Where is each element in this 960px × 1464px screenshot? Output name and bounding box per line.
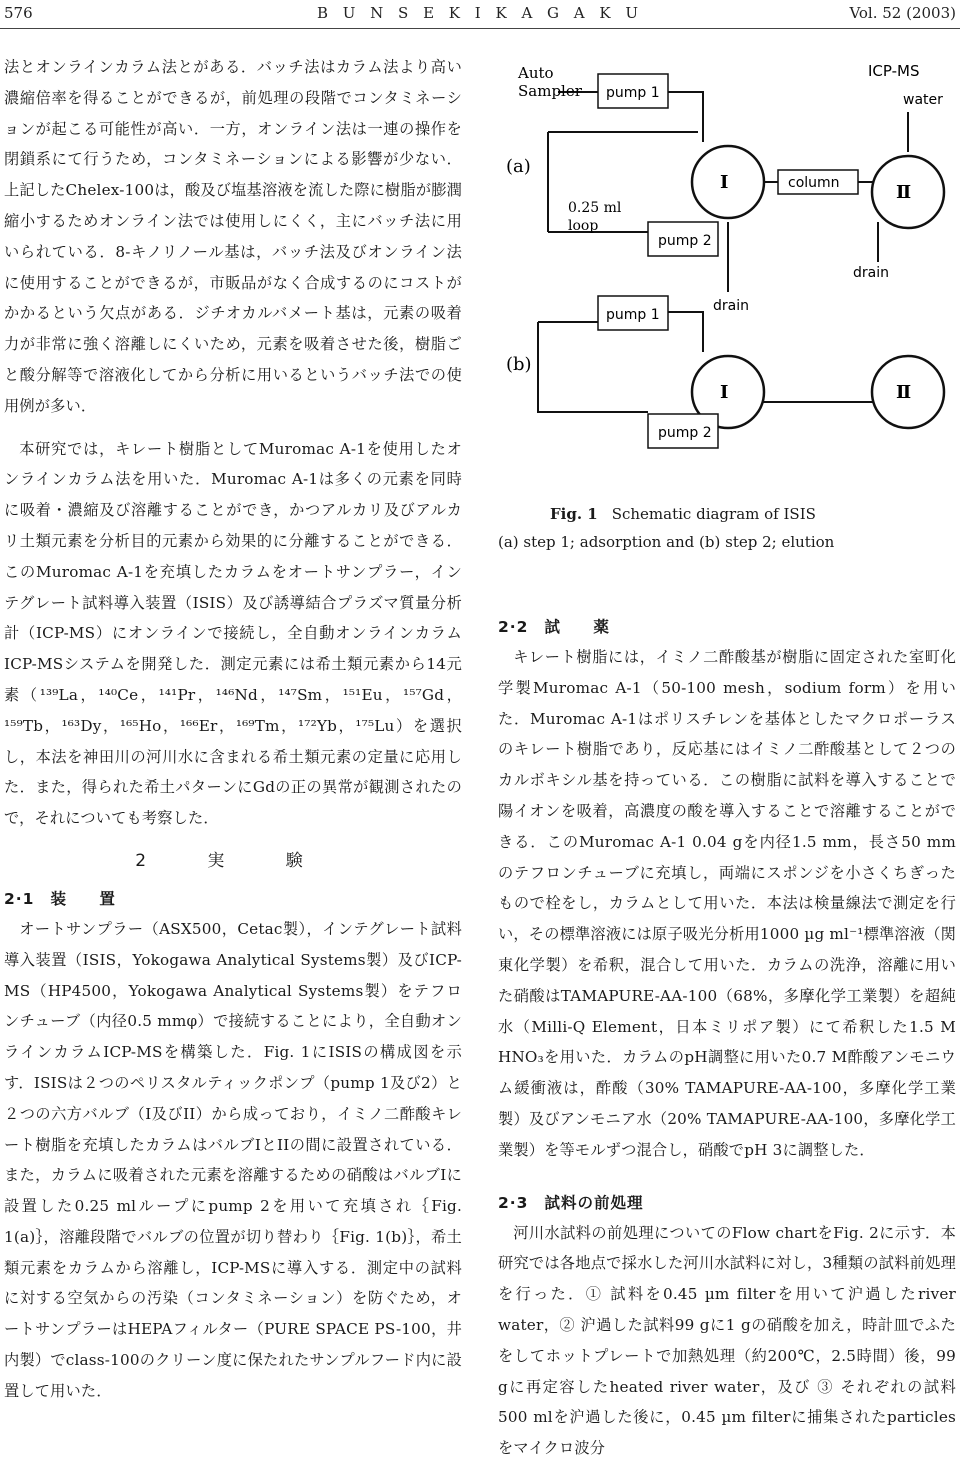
paragraph-pretreatment: 河川水試料の前処理についてのFlow chartをFig. 2に示す．本研究では各地点で採水した河川水試料に対し，3種類の試料前処理を行った．① 試料を0.45 µm filterを用いて沪過したriver water，② 沪過した試料99 gに1 gの硝酸を加え，時計皿でふたをしてホットプレートで加熱処理（約200℃，2.5時間）後，99 gに再定容したheated river water，及び ③ それぞれの試料500 mlを沪過した後に，0.45 µm filterに捕集されたparticlesをマイクロ波分 bbox=[498, 1223, 956, 1458]
caption-figure-number: Fig. 1 bbox=[550, 505, 598, 523]
subsection-number: 2·1 bbox=[4, 889, 35, 908]
caption-line-1 bbox=[498, 500, 956, 528]
pump2-label: pump 2 bbox=[658, 233, 712, 249]
pump1-label: pump 1 bbox=[606, 85, 660, 101]
pump2b-label: pump 2 bbox=[658, 425, 712, 441]
panel-b-label: (b) bbox=[506, 354, 532, 375]
paragraph-this-study: 本研究では，キレート樹脂としてMuromac A-1を使用したオンラインカラム法を用いた．Muromac A-1は多くの元素を同時に吸着・濃縮及び溶離することができ，かつアルカリ及びアルカリ土類元素を分析目的元素から効果的に分離することができる．このMuromac A-1を充填したカラムをオートサンプラー，インテグレート試料導入装置（ISIS）及び誘導結合プラズマ質量分析計（ICP-MS）にオンラインで接続し，全自動オンラインカラムICP-MSシステムを開発した．測定元素には希土類元素から14元素（¹³⁹La，¹⁴⁰Ce，¹⁴¹Pr，¹⁴⁶Nd，¹⁴⁷Sm，¹⁵¹Eu，¹⁵⁷Gd，¹⁵⁹Tb，¹⁶³Dy，¹⁶⁵Ho，¹⁶⁶Er，¹⁶⁹Tm，¹⁷²Yb，¹⁷⁵Lu）を選択し，本法を神田川の河川水に含まれる希土類元素の定量に応用した．また，得られた希土パターンにGdの正の異常が観測されたので，それについても考察した． bbox=[4, 439, 462, 828]
journal-name: B U N S E K I K A G A K U bbox=[316, 4, 644, 22]
section-title-experimental: 2 実 験 bbox=[135, 850, 331, 871]
subsection-number: 2·2 bbox=[498, 618, 529, 636]
right-column bbox=[498, 52, 956, 1464]
subsection-heading-reagents bbox=[498, 612, 956, 642]
left-column bbox=[4, 52, 462, 1407]
autosampler-label-2: Sampler bbox=[518, 82, 582, 100]
loop-label: loop bbox=[568, 218, 599, 234]
valve-2b-label: Ⅱ bbox=[896, 382, 912, 403]
caption-title: Schematic diagram of ISIS bbox=[611, 505, 816, 523]
loop-volume-label: 0.25 ml bbox=[568, 200, 622, 216]
header-rule bbox=[0, 28, 960, 29]
subsection-number: 2·3 bbox=[498, 1193, 529, 1212]
tube-pump1-valve1 bbox=[668, 92, 703, 142]
panel-a-label: (a) bbox=[506, 156, 531, 177]
paragraph-intro-methods: 法とオンラインカラム法とがある．バッチ法はカラム法より高い濃縮倍率を得ることができるが，前処理の段階でコンタミネーションが起こる可能性が高い．一方，オンライン法は一連の操作を閉鎖系にて行うため，コンタミネーションによる影響が少ない．上記したChelex-100は，酸及び塩基溶液を流した際に樹脂が膨潤縮小するためオンライン法では使用しにくく，主にバッチ法に用いられている．8-キノリノール基は，バッチ法及びオンライン法に使用することができるが，市販品がなく合成するのにコストがかかるという欠点がある．ジチオカルバメート基は，元素の吸着力が非常に強く溶離しにくいため，元素を吸着させた後，樹脂ごと酸分解等で溶液化してから分析に用いるというバッチ法での使用例が多い． bbox=[4, 58, 462, 415]
tube-b-loop bbox=[538, 322, 648, 412]
page-header bbox=[0, 0, 960, 28]
isis-schematic bbox=[498, 52, 956, 492]
paragraph-reagents: キレート樹脂には，イミノ二酢酸基が樹脂に固定された室町化学製Muromac A-1（50-100 mesh，sodium form）を用いた．Muromac A-1はポリスチレンを基体としたマクロポーラスのキレート樹脂であり，反応基にはイミノ二酢酸基として２つのカルボキシル基を持っている．この樹脂に試料を導入することで陽イオンを吸着，高濃度の酸を導入することで溶離することができる．このMuromac A-1 0.04 gを内径1.5 mm，長さ50 mmのテフロンチューブに充填し，両端にスポンジを小さくちぎったもので栓をし，カラムとして用いた．本法は検量線法で測定を行い，その標準溶液には原子吸光分析用1000 µg ml⁻¹標準溶液（関東化学製）を希釈，混合して用いた．カラムの洗浄，溶離に用いた硝酸はTAMAPURE-AA-100（68%，多摩化学工業製）を超純水（Milli-Q Element，日本ミリポア製）にて希釈した1.5 M HNO₃を用いた．カラムのpH調整に用いた0.7 M酢酸アンモニウム緩衝液は，酢酸（30% TAMAPURE-AA-100，多摩化学工業製）及びアンモニア水（20% TAMAPURE-AA-100，多摩化学工業製）を等モルずつ混合し，硝酸でpH 3に調整した． bbox=[498, 648, 956, 1159]
paragraph-apparatus: オートサンプラー（ASX500，Cetac製），インテグレート試料導入装置（ISIS，Yokogawa Analytical Systems製）及びICP-MS（HP4500，Yokogawa Analytical Systems製）をテフロンチューブ（内径0.5 mmφ）で接続することにより，全自動オンラインカラムICP-MSを構築した．Fig. 1にISISの構成図を示す．ISISは２つのペリスタルティックポンプ（pump 1及び2）と２つの六方バルブ（I及びII）から成っており，イミノ二酢酸キレート樹脂を充填したカラムはバルブIとIIの間に設置されている．また，カラムに吸着された元素を溶離するための硝酸はバルブIに設置した0.25 mlループにpump 2を用いて充填され｛Fig. 1(a)｝，溶離段階でバルブの位置が切り替わり｛Fig. 1(b)｝，希土類元素をカラムから溶離し，ICP-MSに導入する．測定中の試料に対する空気からの汚染（コンタミネーション）を防ぐため，オートサンプラーはHEPAフィルター（PURE SPACE PS-100，井内製）でclass-100のクリーン度に保たれたサンプルフード内に設置して用いた． bbox=[4, 919, 462, 1400]
valve-1-label: I bbox=[720, 172, 729, 193]
autosampler-label: Auto bbox=[518, 64, 554, 82]
subsection-heading-pretreatment bbox=[498, 1188, 956, 1218]
caption-subtitle: (a) step 1; adsorption and (b) step 2; elution bbox=[498, 533, 835, 551]
subsection-heading-apparatus bbox=[4, 884, 462, 914]
subsection-title: 試 薬 bbox=[544, 618, 623, 636]
water-label: water bbox=[903, 92, 943, 108]
subsection-title: 装 置 bbox=[50, 889, 129, 908]
volume-info: Vol. 52 (2003) bbox=[849, 4, 956, 22]
column-label: column bbox=[788, 175, 840, 191]
drain-label-1: drain bbox=[713, 298, 749, 314]
page-number: 576 bbox=[4, 4, 33, 22]
valve-1b-label: I bbox=[720, 382, 729, 403]
figure-1-isis-diagram bbox=[498, 52, 956, 492]
icpms-label: ICP-MS bbox=[868, 62, 920, 80]
subsection-title: 試料の前処理 bbox=[544, 1193, 644, 1212]
figure-caption bbox=[498, 500, 956, 556]
tube-b-pump1 bbox=[668, 312, 703, 352]
pump1b-label: pump 1 bbox=[606, 307, 660, 323]
valve-2-label: Ⅱ bbox=[896, 182, 912, 203]
drain-label-2: drain bbox=[853, 265, 889, 281]
